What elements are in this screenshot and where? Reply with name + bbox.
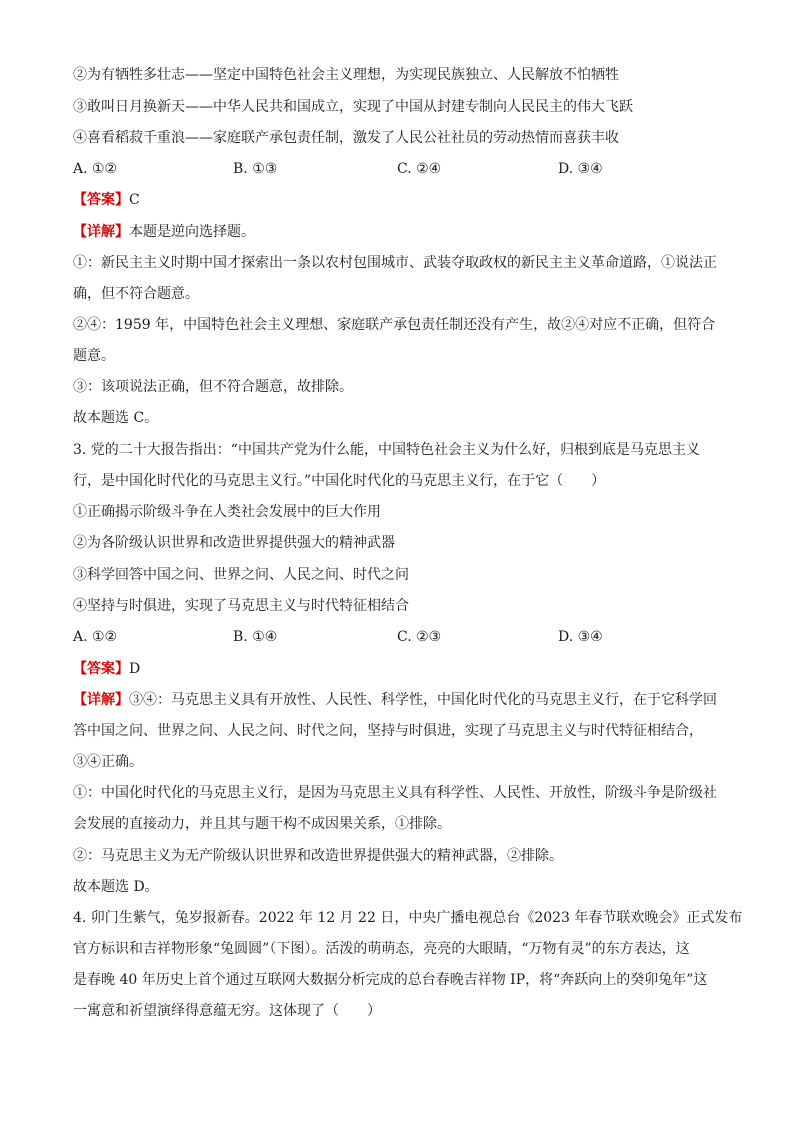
- q2-detail-line: ②④：1959 年，中国特色社会主义理想、家庭联产承包责任制还没有产生，故②④对应不正确，但符合: [73, 317, 716, 333]
- q3-option-b: B. ①④: [233, 629, 278, 645]
- q3-stem-line: 行，是中国化时代化的马克思主义行。”中国化时代化的马克思主义行，在于它（ ）: [73, 473, 606, 489]
- answer-value: D: [129, 661, 141, 677]
- q3-detail-line: ①：中国化时代化的马克思主义行，是因为马克思主义具有科学性、人民性、开放性，阶级斗争是阶级社: [73, 785, 717, 801]
- q2-detail-line: 故本题选 C。: [73, 410, 159, 426]
- q2-answer: [73, 190, 733, 210]
- detail-tag: 【详解】: [73, 692, 129, 708]
- detail-tag: 【详解】: [73, 224, 129, 240]
- q3-answer: [73, 659, 733, 679]
- q2-option-b: B. ①③: [233, 161, 278, 177]
- q2-detail-line: 题意。: [73, 348, 115, 364]
- q3-detail-line: 答中国之问、世界之问、人民之问、时代之问，坚持与时俱进，实现了马克思主义与时代特征相结合，: [73, 723, 703, 739]
- q2-detail-line: ①：新民主主义时期中国才探索出一条以农村包围城市、武装夺取政权的新民主主义革命道路，①说法正: [73, 255, 717, 271]
- q2-detail-line: ③：该项说法正确，但不符合题意，故排除。: [73, 379, 353, 395]
- q4-stem-line: 4. 卯门生紫气，兔岁报新春。2022 年 12 月 22 日，中央广播电视总台《2023 年春节联欢晚会》正式发布: [73, 910, 743, 926]
- q4-stem-line: 是春晚 40 年历史上首个通过互联网大数据分析完成的总台春晚吉祥物 IP，将“奔跃向上的癸卯兔年”这: [73, 972, 708, 988]
- q3-detail-line: 故本题选 D。: [73, 879, 159, 895]
- q2-item-3: ③敢叫日月换新天——中华人民共和国成立，实现了中国从封建专制向人民民主的伟大飞跃: [73, 99, 633, 115]
- q3-detail-line: ③④正确。: [73, 754, 143, 770]
- q3-options: [73, 627, 733, 647]
- q2-item-4: ④喜看稻菽千重浪——家庭联产承包责任制，激发了人民公社社员的劳动热情而喜获丰收: [73, 130, 619, 146]
- answer-tag: 【答案】: [73, 192, 129, 208]
- detail-text: ③④：马克思主义具有开放性、人民性、科学性，中国化时代化的马克思主义行，在于它科学回: [129, 692, 717, 708]
- q2-option-a: A. ①②: [73, 161, 118, 177]
- q2-options: [73, 159, 733, 179]
- q3-item-1: ①正确揭示阶级斗争在人类社会发展中的巨大作用: [73, 504, 381, 520]
- q2-item-2: ②为有牺牲多壮志——坚定中国特色社会主义理想，为实现民族独立、人民解放不怕牺牲: [73, 67, 619, 83]
- q4-stem-line: 官方标识和吉祥物形象“兔圆圆”（下图）。活泼的萌萌态，亮亮的大眼睛，“万物有灵”的东方表达，这: [73, 941, 690, 957]
- q3-option-d: D. ③④: [558, 629, 603, 645]
- q2-option-c: C. ②④: [397, 161, 442, 177]
- detail-text: 本题是逆向选择题。: [129, 224, 255, 240]
- q3-detail-line: 会发展的直接动力，并且其与题干构不成因果关系，①排除。: [73, 816, 451, 832]
- q3-detail-line: [73, 690, 733, 710]
- answer-value: C: [129, 192, 140, 208]
- q2-detail-line: [73, 222, 733, 242]
- q3-detail-line: ②：马克思主义为无产阶级认识世界和改造世界提供强大的精神武器，②排除。: [73, 848, 563, 864]
- q3-item-4: ④坚持与时俱进，实现了马克思主义与时代特征相结合: [73, 598, 409, 614]
- q3-item-2: ②为各阶级认识世界和改造世界提供强大的精神武器: [73, 535, 395, 551]
- q2-option-d: D. ③④: [558, 161, 603, 177]
- q3-stem-line: 3. 党的二十大报告指出：“中国共产党为什么能，中国特色社会主义为什么好，归根到底是马克思主义: [73, 442, 700, 458]
- q2-detail-line: 确，但不符合题意。: [73, 286, 199, 302]
- q3-item-3: ③科学回答中国之问、世界之问、人民之问、时代之问: [73, 567, 409, 583]
- answer-tag: 【答案】: [73, 661, 129, 677]
- q4-stem-line: 一寓意和祈望演绎得意蕴无穷。这体现了（ ）: [73, 1003, 381, 1019]
- q3-option-a: A. ①②: [73, 629, 118, 645]
- q3-option-c: C. ②③: [397, 629, 442, 645]
